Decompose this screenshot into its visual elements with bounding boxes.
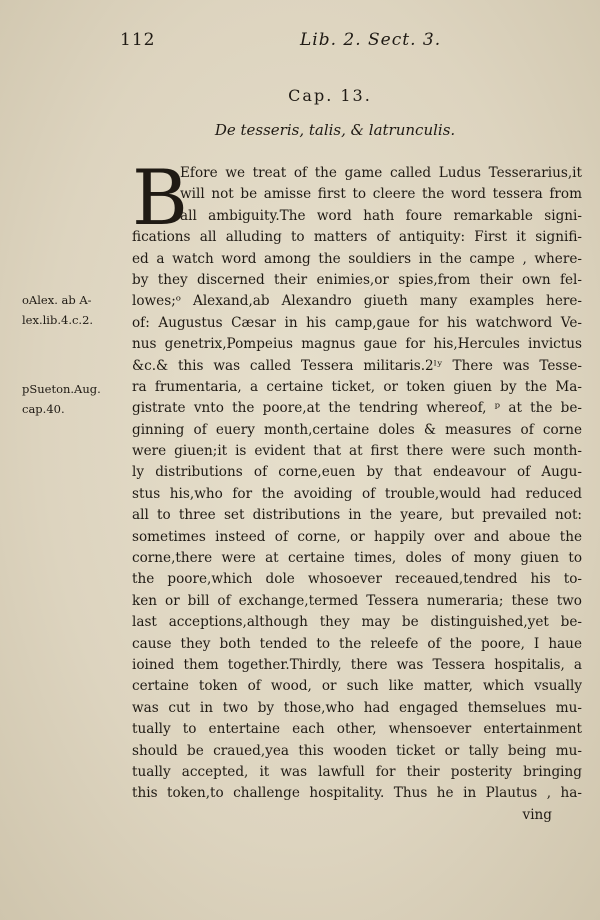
text-line: nus genetrix,Pompeius magnus gaue for his,Hercules invictus: [132, 336, 582, 353]
text-line: was cut in two by those,who had engaged themselues mu-: [132, 699, 582, 716]
chapter-heading: [0, 86, 600, 139]
text-line: ly distributions of corne,euen by that endeavour of Augu-: [132, 464, 582, 481]
margin-note-line: pSueton.Aug.: [22, 382, 101, 396]
text-line: ed a watch word among the souldiers in the campe , where-: [132, 250, 582, 267]
chapter-title: Cap. 13.: [288, 86, 372, 105]
body-text: [132, 153, 582, 826]
text-line: tually to entertaine each other, whensoever entertainment: [132, 721, 582, 738]
margin-notes: [22, 290, 127, 419]
margin-note: [22, 379, 127, 419]
text-line: sometimes insteed of corne, or happily over and aboue the: [132, 528, 582, 545]
margin-note-line: lex.lib.4.c.2.: [22, 313, 94, 327]
text-line: corne,there were at certaine times, doles of mony giuen to: [132, 550, 582, 567]
text-line: will not be amisse first to cleere the word tessera from: [180, 186, 582, 203]
margin-note-line: oAlex. ab A-: [22, 293, 92, 307]
text-line: by they discerned their enimies,or spies,from their own fel-: [132, 271, 582, 288]
text-line: Efore we treat of the game called Ludus Tesserarius,it: [180, 165, 582, 181]
page-header: [0, 30, 600, 60]
text-line: of: Augustus Cæsar in his camp,gaue for his watchword Ve-: [132, 314, 582, 331]
text-line: stus his,who for the avoiding of trouble,would had reduced: [132, 485, 582, 502]
chapter-subtitle: De tesseris, talis, & latrunculis.: [214, 121, 456, 139]
text-line: certaine token of wood, or such like matter, which vsually: [132, 678, 582, 695]
text-line: tually accepted, it was lawfull for their posterity bringing: [132, 763, 582, 780]
text-line: ken or bill of exchange,termed Tessera numeraria; these two: [132, 592, 582, 609]
margin-note: [22, 290, 127, 330]
text-line: ginning of euery month,certaine doles & measures of corne: [132, 421, 582, 438]
text-line: ra frumentaria, a certaine ticket, or token giuen by the Ma-: [132, 378, 582, 395]
text-line: fications all alluding to matters of antiquity: First it signifi-: [132, 229, 582, 246]
text-line: all ambiguity.The word hath foure remarkable signi-: [180, 207, 582, 224]
text-line: cause they both tended to the releefe of the poore, I haue: [132, 635, 582, 652]
text-line: ving: [522, 806, 552, 823]
text-line: were giuen;it is evident that at first there were such month-: [132, 443, 582, 460]
text-line: all to three set distributions in the yeare, but prevailed not:: [132, 507, 582, 524]
page-number: 112: [120, 30, 156, 50]
running-head: Lib. 2. Sect. 3.: [300, 30, 442, 50]
text-line: should be craued,yea this wooden ticket or tally being mu-: [132, 742, 582, 759]
drop-cap: B: [132, 153, 188, 242]
text-line: last acceptions,although they may be distinguished,yet be-: [132, 614, 582, 631]
text-line: lowes;ᵒ Alexand,ab Alexandro giueth many examples here-: [132, 293, 582, 310]
text-line: ioined them together.Thirdly, there was Tessera hospitalis, a: [132, 656, 582, 673]
text-line: &c.& this was called Tessera militaris.2ˡʸ There was Tesse-: [132, 357, 582, 374]
margin-note-line: cap.40.: [22, 402, 65, 416]
text-line: the poore,which dole whosoever receaued,tendred his to-: [132, 571, 582, 588]
text-line: this token,to challenge hospitality. Thus he in Plautus , ha-: [132, 785, 582, 802]
text-line: gistrate vnto the poore,at the tendring whereof, ᵖ at the be-: [132, 400, 582, 417]
